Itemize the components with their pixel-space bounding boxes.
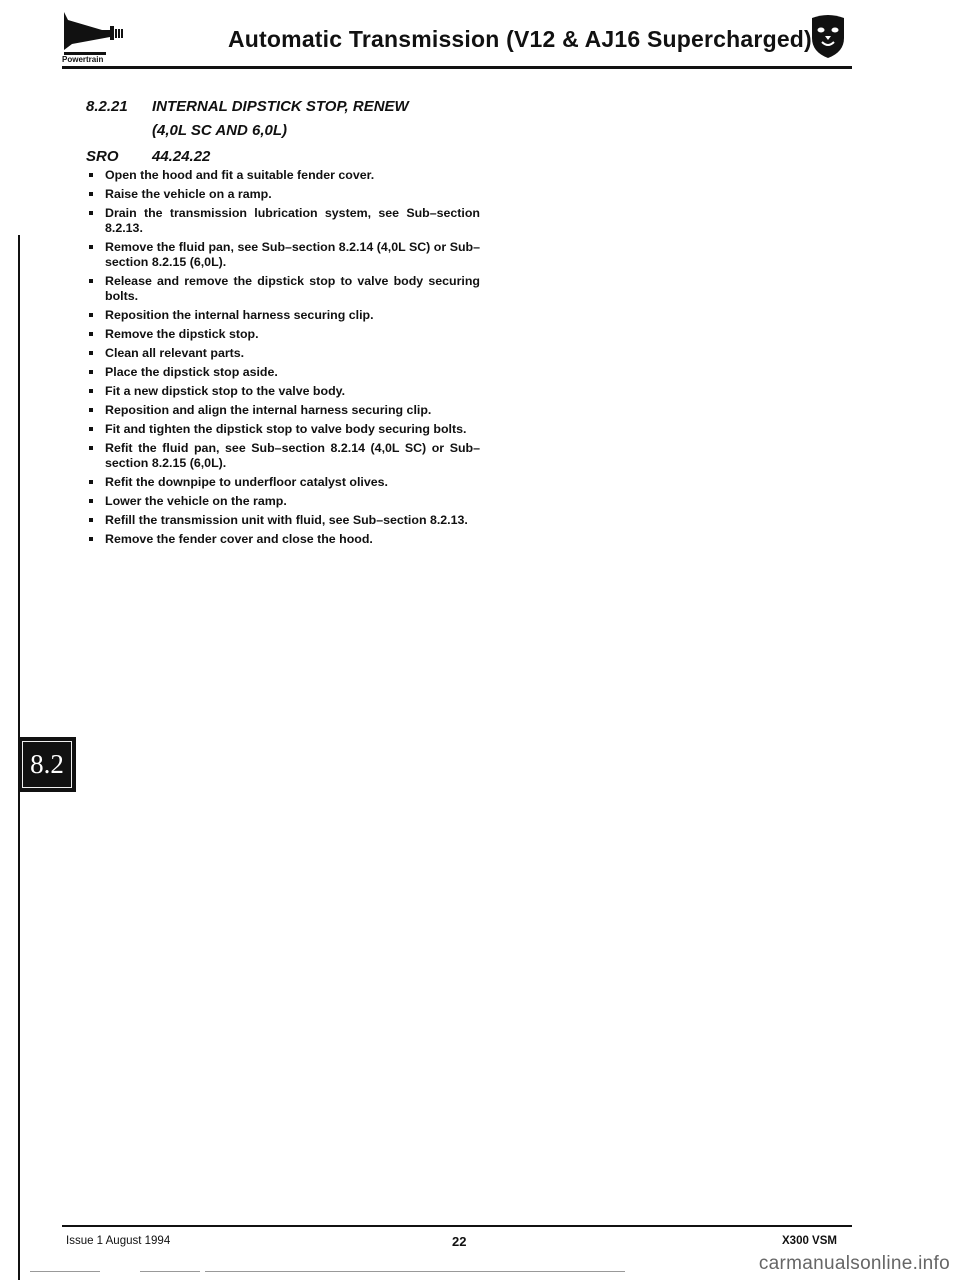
sro-label: SRO	[86, 148, 119, 165]
list-item: Reposition and align the internal harness securing clip.	[88, 403, 480, 418]
list-item: Reposition the internal harness securing clip.	[88, 308, 480, 323]
list-item: Fit and tighten the dipstick stop to valve body securing bolts.	[88, 422, 480, 437]
list-item: Remove the dipstick stop.	[88, 327, 480, 342]
list-item: Lower the vehicle on the ramp.	[88, 494, 480, 509]
list-item: Open the hood and fit a suitable fender cover.	[88, 168, 480, 183]
bullet-icon	[89, 499, 93, 503]
list-item: Refit the downpipe to underfloor catalyst olives.	[88, 475, 480, 490]
bullet-icon	[89, 537, 93, 541]
section-heading	[86, 98, 409, 115]
bullet-icon	[89, 279, 93, 283]
bullet-icon	[89, 313, 93, 317]
sro-line	[86, 148, 210, 165]
bullet-icon	[89, 245, 93, 249]
list-item: Refill the transmission unit with fluid, see Sub–section 8.2.13.	[88, 513, 480, 528]
manual-code: X300 VSM	[782, 1235, 837, 1247]
watermark-text: carmanualsonline.info	[758, 1253, 950, 1274]
bullet-icon	[89, 389, 93, 393]
bullet-icon	[89, 370, 93, 374]
scan-artifact	[140, 1271, 200, 1272]
list-item: Clean all relevant parts.	[88, 346, 480, 361]
list-item: Refit the fluid pan, see Sub–section 8.2.14 (4,0L SC) or Sub–section 8.2.15 (6,0L).	[88, 441, 480, 471]
section-number: 8.2.21	[86, 98, 128, 115]
bullet-icon	[89, 446, 93, 450]
list-item: Drain the transmission lubrication system, see Sub–section 8.2.13.	[88, 206, 480, 236]
sro-code: 44.24.22	[152, 148, 211, 165]
header-divider	[62, 66, 852, 69]
section-title-text: INTERNAL DIPSTICK STOP, RENEW	[152, 98, 409, 115]
jaguar-emblem-icon	[808, 14, 848, 60]
bullet-icon	[89, 518, 93, 522]
section-tab-label: 8.2	[22, 741, 72, 788]
bullet-icon	[89, 427, 93, 431]
list-item: Raise the vehicle on a ramp.	[88, 187, 480, 202]
bullet-icon	[89, 173, 93, 177]
list-item: Fit a new dipstick stop to the valve body.	[88, 384, 480, 399]
list-item: Remove the fender cover and close the hood.	[88, 532, 480, 547]
scan-artifact	[30, 1271, 100, 1272]
list-item: Release and remove the dipstick stop to valve body securing bolts.	[88, 274, 480, 304]
bullet-icon	[89, 192, 93, 196]
page-header-title: Automatic Transmission (V12 & AJ16 Supercharged)	[228, 26, 812, 52]
section-tab-badge	[18, 737, 76, 792]
bullet-icon	[89, 211, 93, 215]
page-number: 22	[452, 1234, 467, 1249]
bullet-icon	[89, 332, 93, 336]
section-subtitle: (4,0L SC AND 6,0L)	[152, 122, 288, 139]
list-item: Place the dipstick stop aside.	[88, 365, 480, 380]
issue-date: Issue 1 August 1994	[66, 1235, 171, 1247]
procedure-steps-list	[88, 168, 480, 551]
list-item: Remove the fluid pan, see Sub–section 8.2.14 (4,0L SC) or Sub–section 8.2.15 (6,0L).	[88, 240, 480, 270]
footer-divider	[62, 1225, 852, 1227]
bullet-icon	[89, 408, 93, 412]
bullet-icon	[89, 480, 93, 484]
bullet-icon	[89, 351, 93, 355]
brand-caption: Powertrain	[62, 55, 104, 64]
scan-artifact	[205, 1271, 625, 1272]
